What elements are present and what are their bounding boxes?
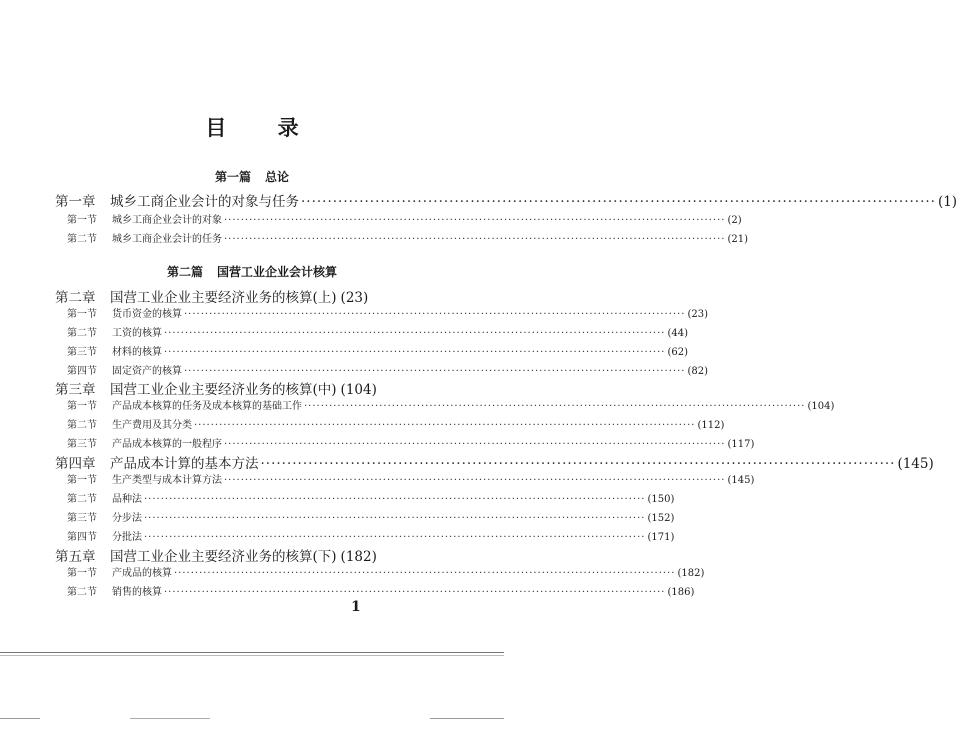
page-number: 1 <box>351 599 361 615</box>
leader-dots: ························································································································ <box>260 456 896 472</box>
divider-line <box>0 655 504 656</box>
leader-dots: ························································································································ <box>224 475 726 486</box>
page-ref: (112) <box>697 420 725 431</box>
section-label: 第三节 <box>67 347 97 358</box>
section-label: 第四节 <box>67 532 97 543</box>
leader-dots: ························································································································ <box>164 587 666 598</box>
toc-chapter-row <box>0 452 934 472</box>
chapter-title: 国营工业企业主要经济业务的核算(上) <box>110 290 337 306</box>
section-label: 第三节 <box>67 513 97 524</box>
leader-dots: ························································································································ <box>184 366 686 377</box>
toc-section-row <box>0 435 755 450</box>
leader-dots: ························································································································ <box>184 309 686 320</box>
leader-dots: ························································································································ <box>164 328 666 339</box>
page-ref: (152) <box>647 513 675 524</box>
section-title: 城乡工商企业会计的对象 <box>112 215 222 226</box>
page-ref: (2) <box>727 215 742 226</box>
section-title: 分步法 <box>112 513 142 524</box>
toc-chapter-row <box>0 286 369 306</box>
page-ref: (182) <box>340 549 377 565</box>
chapter-label: 第四章 <box>55 456 96 472</box>
page-ref: (145) <box>727 475 755 486</box>
toc-section-row <box>0 564 705 579</box>
toc-chapter-row <box>0 190 957 210</box>
part-heading-2 <box>0 263 504 280</box>
divider-line <box>130 718 210 719</box>
page-ref: (117) <box>727 439 755 450</box>
toc-section-row <box>0 324 688 339</box>
section-label: 第四节 <box>67 366 97 377</box>
leader-dots: ························································································································ <box>144 532 646 543</box>
page-ref: (104) <box>340 382 377 398</box>
part-name: 总论 <box>265 170 290 184</box>
section-title: 销售的核算 <box>112 587 162 598</box>
section-title: 产品成本核算的一般程序 <box>112 439 222 450</box>
toc-section-row <box>0 416 725 431</box>
page-ref: (104) <box>807 401 835 412</box>
section-label: 第一节 <box>67 215 97 226</box>
page-ref: (145) <box>897 456 934 472</box>
page-title: 目 录 <box>205 116 321 140</box>
section-label: 第一节 <box>67 568 97 579</box>
section-title: 固定资产的核算 <box>112 366 182 377</box>
toc-section-row <box>0 343 688 358</box>
section-label: 第二节 <box>67 234 97 245</box>
section-label: 第二节 <box>67 587 97 598</box>
toc-section-row <box>0 471 755 486</box>
section-title: 货币资金的核算 <box>112 309 182 320</box>
leader-dots: ························································································································ <box>224 215 726 226</box>
chapter-label: 第二章 <box>55 290 96 306</box>
toc-chapter-row <box>0 378 377 398</box>
section-label: 第二节 <box>67 328 97 339</box>
chapter-title: 国营工业企业主要经济业务的核算(中) <box>110 382 337 398</box>
leader-dots: ························································································································ <box>301 194 936 210</box>
section-title: 城乡工商企业会计的任务 <box>112 234 222 245</box>
leader-dots: ························································································································ <box>174 568 676 579</box>
chapter-label: 第一章 <box>55 194 96 210</box>
section-title: 分批法 <box>112 532 142 543</box>
chapter-title: 国营工业企业主要经济业务的核算(下) <box>110 549 337 565</box>
section-label: 第一节 <box>67 475 97 486</box>
page-ref: (186) <box>667 587 695 598</box>
page-ref: (1) <box>937 194 957 210</box>
page-ref: (44) <box>667 328 688 339</box>
toc-section-row <box>0 211 742 226</box>
section-label: 第三节 <box>67 439 97 450</box>
section-title: 生产费用及其分类 <box>112 420 192 431</box>
leader-dots: ························································································································ <box>194 420 696 431</box>
page-ref: (21) <box>727 234 748 245</box>
chapter-title: 城乡工商企业会计的对象与任务 <box>110 194 299 210</box>
section-label: 第二节 <box>67 420 97 431</box>
part-name: 国营工业企业会计核算 <box>217 265 338 279</box>
section-title: 产品成本核算的任务及成本核算的基础工作 <box>112 401 302 412</box>
leader-dots: ························································································································ <box>304 401 806 412</box>
page-ref: (62) <box>667 347 688 358</box>
toc-section-row <box>0 490 675 505</box>
section-label: 第一节 <box>67 401 97 412</box>
toc-section-row <box>0 528 675 543</box>
part-number: 第二篇 <box>166 265 203 279</box>
section-title: 品种法 <box>112 494 142 505</box>
section-label: 第一节 <box>67 309 97 320</box>
chapter-label: 第五章 <box>55 549 96 565</box>
toc-section-row <box>0 397 835 412</box>
chapter-title: 产品成本计算的基本方法 <box>110 456 259 472</box>
leader-dots: ························································································································ <box>144 513 646 524</box>
page-ref: (150) <box>647 494 675 505</box>
leader-dots: ························································································································ <box>224 234 726 245</box>
divider-line <box>0 652 504 653</box>
page-ref: (171) <box>647 532 675 543</box>
toc-section-row <box>0 509 675 524</box>
section-label: 第二节 <box>67 494 97 505</box>
toc-section-row <box>0 362 708 377</box>
leader-dots: ························································································································ <box>144 494 646 505</box>
page-ref: (182) <box>677 568 705 579</box>
section-title: 产成品的核算 <box>112 568 172 579</box>
section-title: 材料的核算 <box>112 347 162 358</box>
page-ref: (23) <box>340 290 369 306</box>
divider-line <box>430 718 504 719</box>
section-title: 工资的核算 <box>112 328 162 339</box>
page-ref: (23) <box>687 309 708 320</box>
leader-dots: ························································································································ <box>164 347 666 358</box>
section-title: 生产类型与成本计算方法 <box>112 475 222 486</box>
chapter-label: 第三章 <box>55 382 96 398</box>
divider-line <box>0 718 40 719</box>
toc-section-row <box>0 230 748 245</box>
leader-dots: ························································································································ <box>224 439 726 450</box>
part-heading-1 <box>0 168 504 185</box>
toc-chapter-row <box>0 545 377 565</box>
page-ref: (82) <box>687 366 708 377</box>
part-number: 第一篇 <box>214 170 251 184</box>
toc-section-row <box>0 305 708 320</box>
toc-section-row <box>0 583 695 598</box>
